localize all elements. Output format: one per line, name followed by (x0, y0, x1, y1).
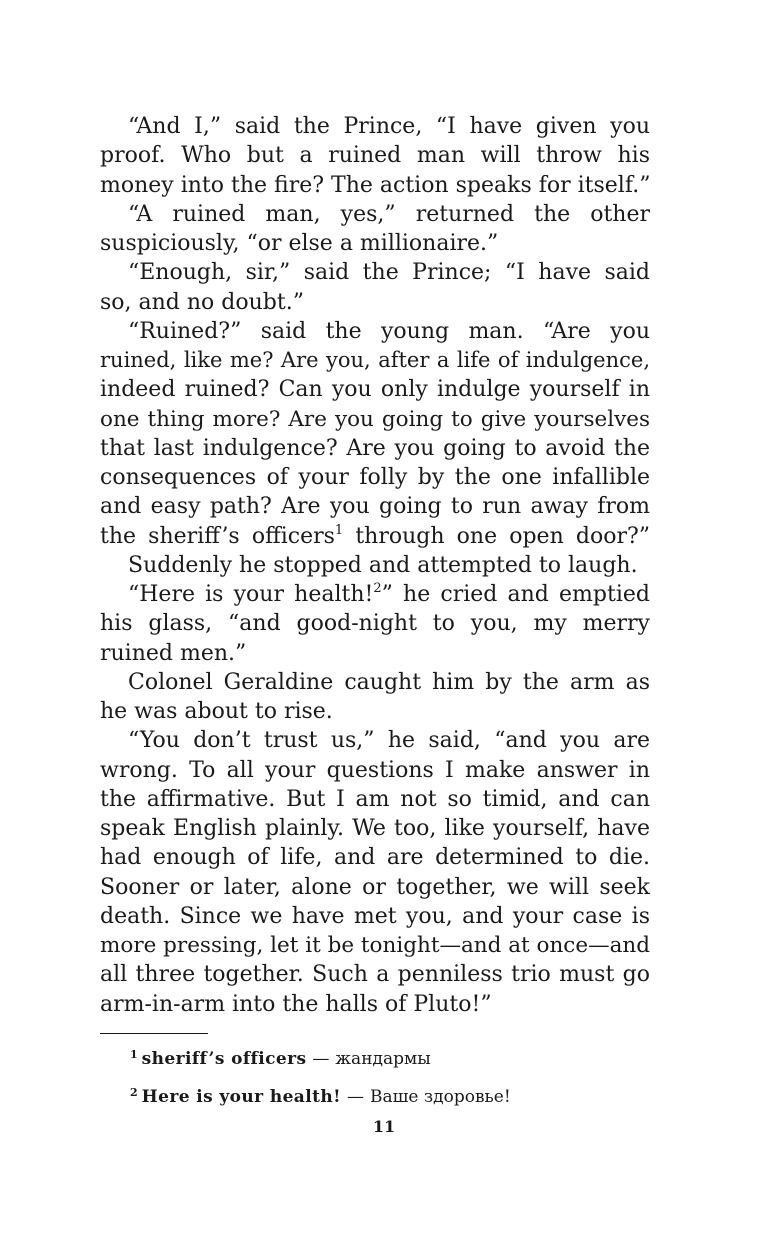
line-text-continued: through one open door?” (343, 523, 651, 549)
line-text: indeed ruined? Can you only indulge yourself in (100, 377, 650, 403)
text-line (100, 639, 650, 668)
line-text: that last indulgence? Are you going to avoid the (100, 435, 650, 461)
text-line (100, 405, 650, 434)
line-text-continued: ” he cried and emptied (381, 582, 650, 607)
line-text: Sooner or later, alone or together, we will seek (100, 874, 650, 900)
text-line (100, 990, 650, 1019)
text-line (100, 288, 650, 317)
text-line (100, 873, 650, 902)
text-line (100, 697, 650, 726)
line-text: proof. Who but a ruined man will throw his (100, 143, 650, 169)
line-text: suspiciously, “or else a millionaire.” (100, 231, 499, 256)
footnotes (130, 1040, 650, 1116)
footnote-dash: — (346, 1087, 364, 1107)
line-text: his glass, “and good-night to you, my merry (100, 611, 650, 637)
line-text: wrong. To all your questions I make answer in (100, 757, 650, 783)
text-line (100, 960, 650, 989)
text-line (100, 229, 650, 258)
line-text: so, and no doubt.” (100, 289, 304, 315)
footnote-marker: 2 (373, 581, 382, 596)
line-text: ruined, like me? Are you, after a life of indulgence, (100, 348, 650, 372)
line-text: “Here is your health! (128, 582, 374, 607)
text-line (100, 346, 650, 375)
footnote-term: sheriff’s officers (141, 1049, 307, 1069)
text-line (100, 141, 650, 170)
text-line (100, 551, 650, 580)
text-line (100, 522, 650, 551)
line-text: ruined men.” (100, 640, 247, 666)
text-line (100, 668, 650, 697)
line-text: money into the fire? The action speaks for itself.” (100, 172, 651, 198)
footnote-2 (130, 1078, 650, 1116)
body-text (100, 112, 650, 1019)
footnote-1 (130, 1040, 650, 1078)
text-line (100, 580, 650, 609)
text-line (100, 726, 650, 755)
text-line (100, 200, 650, 229)
text-line (100, 171, 650, 200)
footnote-rule (100, 1033, 208, 1034)
text-line (100, 317, 650, 346)
line-text: “You don’t trust us,” he said, “and you are (128, 728, 650, 754)
text-line (100, 843, 650, 872)
text-line (100, 902, 650, 931)
text-line (100, 112, 650, 141)
text-line (100, 931, 650, 960)
line-text: the sheriff’s officers (100, 523, 335, 549)
line-text: “And I,” said the Prince, “I have given you (128, 114, 650, 139)
line-text: and easy path? Are you going to run away from (100, 494, 650, 520)
footnote-term: Here is your health! (141, 1087, 341, 1107)
line-text: Colonel Geraldine caught him by the arm as (128, 669, 650, 695)
text-line (100, 434, 650, 463)
line-text: consequences of your folly by the one infallible (100, 465, 650, 490)
line-text: Suddenly he stopped and attempted to laugh. (128, 552, 638, 578)
footnote-dash: — (312, 1049, 330, 1069)
text-line (100, 258, 650, 287)
line-text: “A ruined man, yes,” returned the other (128, 201, 650, 227)
text-line (100, 463, 650, 492)
footnote-marker: 1 (334, 522, 344, 538)
text-line (100, 609, 650, 638)
line-text: arm-in-arm into the halls of Pluto!” (100, 991, 492, 1017)
page-number: 11 (372, 1117, 396, 1136)
line-text: more pressing, let it be tonight—and at once—and (100, 933, 650, 958)
line-text: “Enough, sir,” said the Prince; “I have said (128, 260, 650, 286)
text-line (100, 814, 650, 843)
text-line (100, 375, 650, 404)
line-text: all three together. Such a penniless trio must go (100, 962, 650, 988)
footnote-translation: Ваше здоровье! (369, 1087, 511, 1107)
line-text: speak English plainly. We too, like yourself, have (100, 816, 650, 841)
line-text: “Ruined?” said the young man. “Are you (128, 318, 650, 344)
line-text: had enough of life, and are determined to die. (100, 845, 650, 871)
line-text: one thing more? Are you going to give yourselves (100, 406, 650, 432)
footnote-translation: жандармы (335, 1049, 431, 1069)
text-line (100, 785, 650, 814)
text-line (100, 492, 650, 521)
footnote-number: 2 (130, 1086, 138, 1099)
line-text: death. Since we have met you, and your case is (100, 903, 650, 929)
footnote-number: 1 (130, 1048, 138, 1061)
text-line (100, 756, 650, 785)
line-text: he was about to rise. (100, 699, 333, 724)
line-text: the affirmative. But I am not so timid, and can (100, 786, 650, 812)
